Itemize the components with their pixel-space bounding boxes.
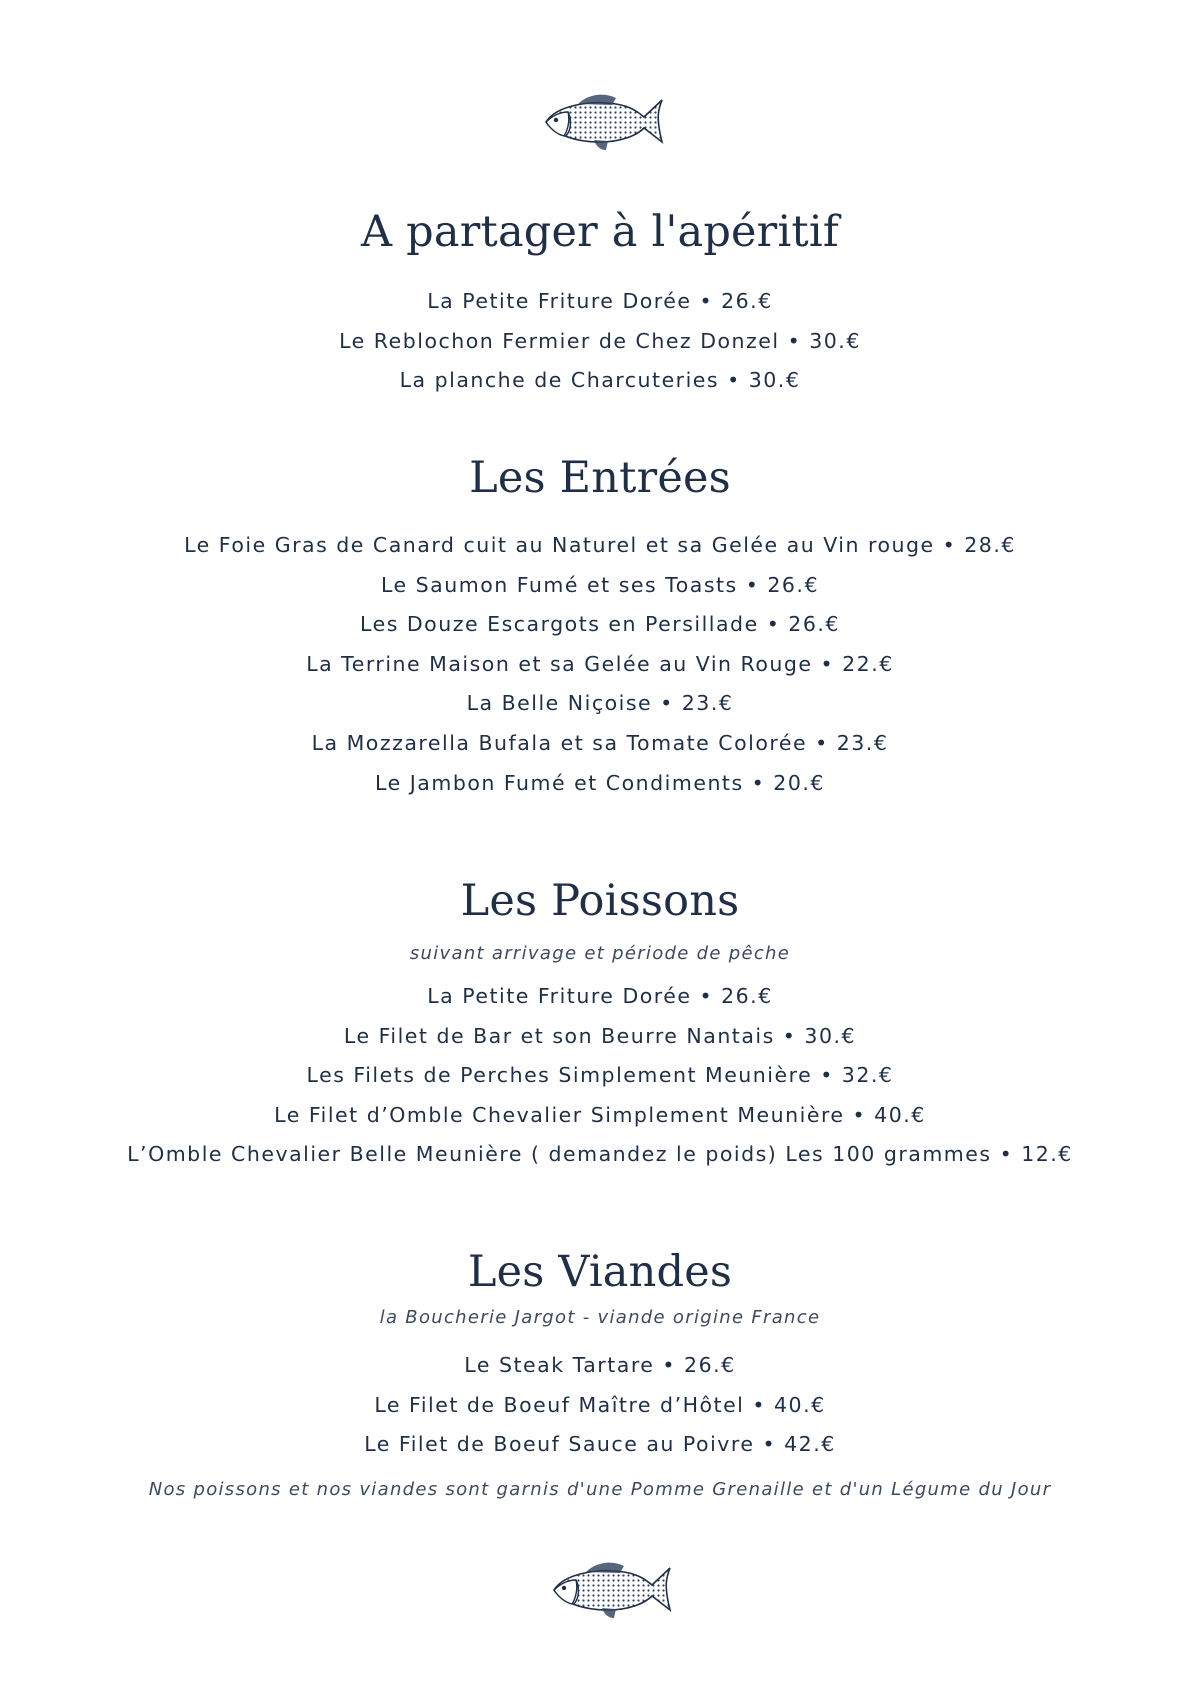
- aperitif-items: [0, 282, 1200, 401]
- footnote: Nos poissons et nos viandes sont garnis d'une Pomme Grenaille et d'un Légume du Jour: [148, 1479, 1052, 1500]
- entrees-items: [0, 526, 1200, 803]
- menu-item: La planche de Charcuteries • 30.€: [399, 368, 801, 393]
- menu-item: Le Filet de Boeuf Maître d’Hôtel • 40.€: [374, 1392, 826, 1417]
- menu-item: Le Reblochon Fermier de Chez Donzel • 30.€: [339, 328, 861, 353]
- menu-item: Le Filet d’Omble Chevalier Simplement Meunière • 40.€: [274, 1102, 926, 1127]
- menu-item: Les Filets de Perches Simplement Meunière • 32.€: [306, 1063, 894, 1088]
- menu-item: Les Douze Escargots en Persillade • 26.€: [360, 612, 840, 637]
- fish-icon: [538, 90, 668, 152]
- menu-item: Le Filet de Bar et son Beurre Nantais • 30.€: [343, 1023, 857, 1048]
- viandes-subtitle: la Boucherie Jargot - viande origine France: [379, 1307, 821, 1328]
- menu-item: Le Jambon Fumé et Condiments • 20.€: [375, 770, 825, 795]
- viandes-items: [0, 1346, 1200, 1465]
- poissons-subtitle: suivant arrivage et période de pêche: [409, 943, 791, 964]
- section-title-aperitif: A partager à l'apéritif: [361, 207, 839, 257]
- section-title-entrees: Les Entrées: [469, 453, 731, 503]
- menu-item: La Belle Niçoise • 23.€: [466, 691, 734, 716]
- menu-item: Le Steak Tartare • 26.€: [464, 1353, 736, 1377]
- poissons-items: [0, 977, 1200, 1175]
- menu-item: Le Saumon Fumé et ses Toasts • 26.€: [380, 572, 819, 597]
- menu-item: L’Omble Chevalier Belle Meunière ( demandez le poids) Les 100 grammes • 12.€: [127, 1142, 1073, 1167]
- menu-item: Le Foie Gras de Canard cuit au Naturel et sa Gelée au Vin rouge • 28.€: [184, 533, 1016, 557]
- menu-item: La Terrine Maison et sa Gelée au Vin Rouge • 22.€: [306, 651, 894, 676]
- section-title-viandes: Les Viandes: [467, 1247, 733, 1297]
- section-title-poissons: Les Poissons: [460, 876, 740, 926]
- menu-item: La Petite Friture Dorée • 26.€: [427, 289, 773, 313]
- fish-icon: [546, 1558, 676, 1620]
- menu-item: La Mozzarella Bufala et sa Tomate Colorée • 23.€: [311, 730, 889, 755]
- menu-item: Le Filet de Boeuf Sauce au Poivre • 42.€: [364, 1432, 836, 1457]
- menu-item: La Petite Friture Dorée • 26.€: [427, 984, 773, 1008]
